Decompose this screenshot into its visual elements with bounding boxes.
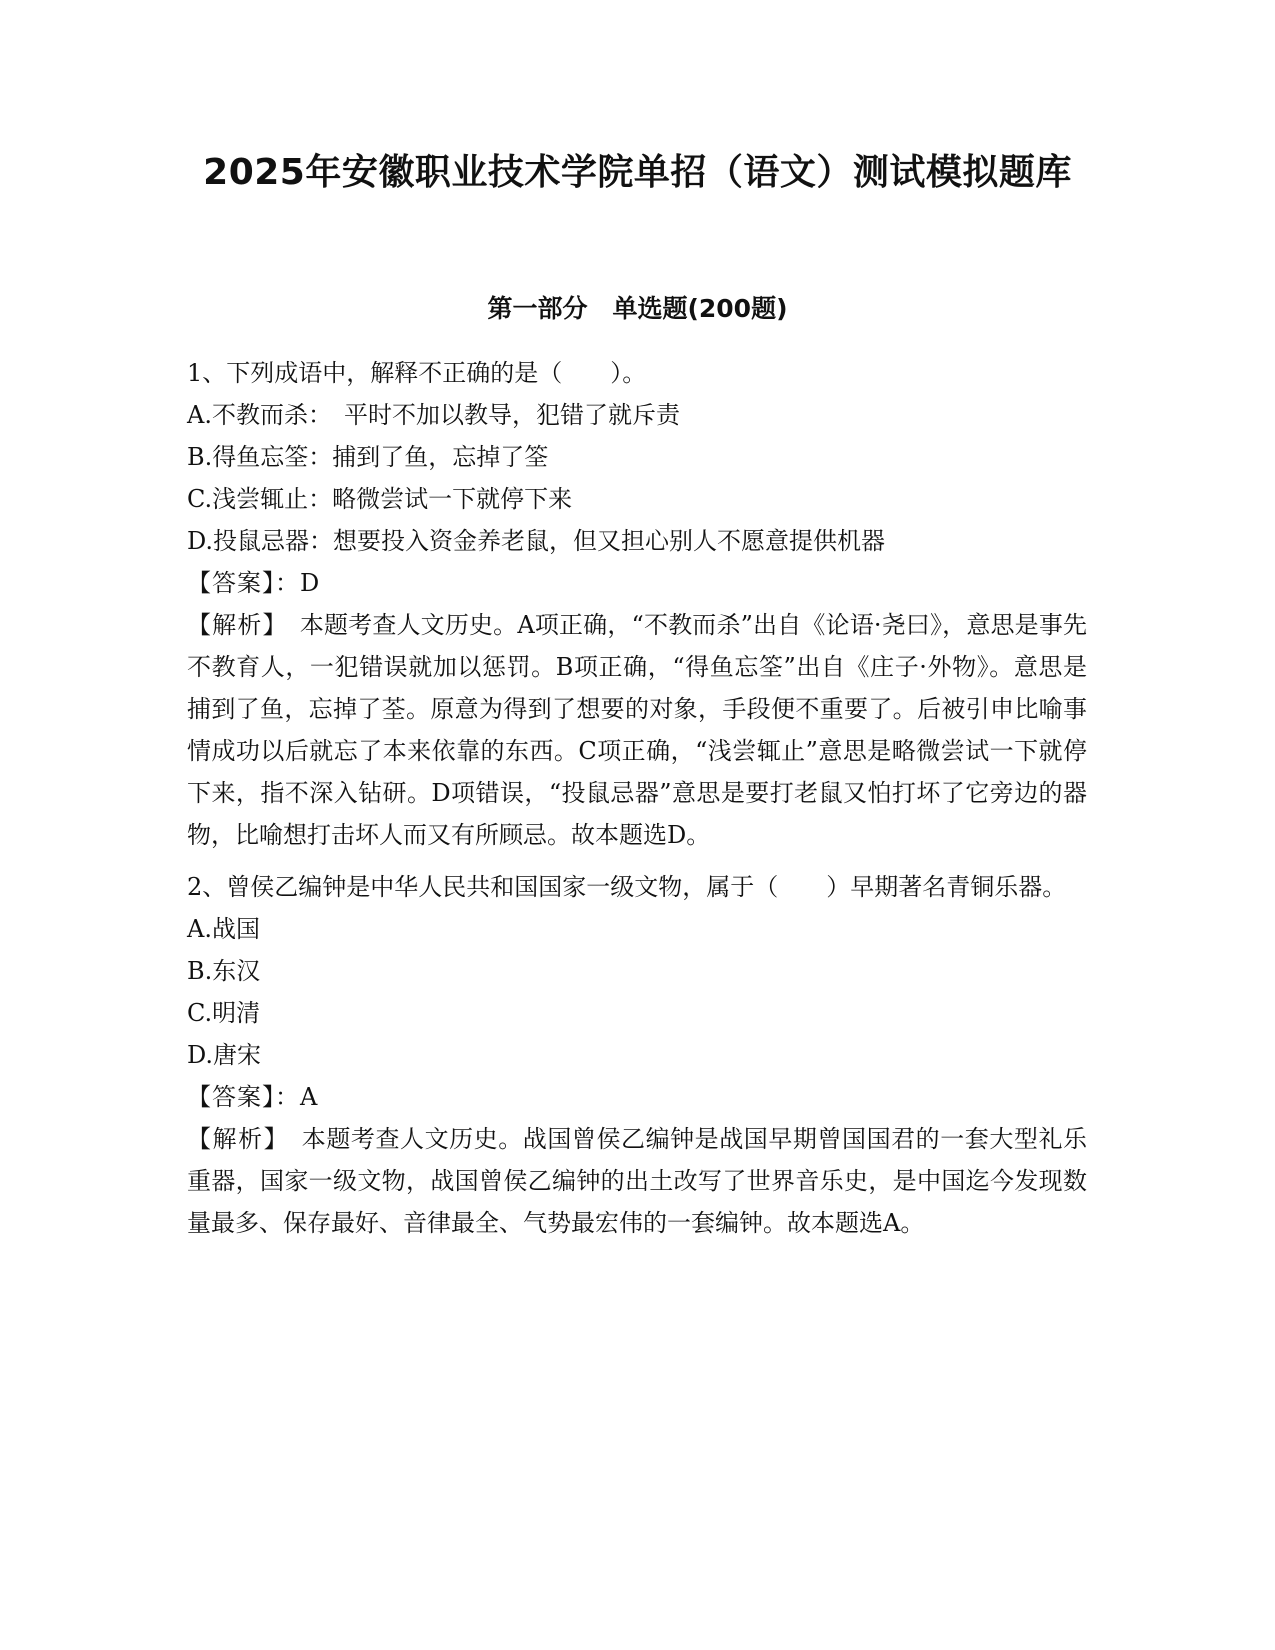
analysis-block [187, 604, 1087, 856]
option-a: A.不教而杀： 平时不加以教导，犯错了就斥责 [187, 401, 680, 429]
section-title: 第一部分 单选题(200题) [487, 294, 788, 323]
answer-line [187, 1076, 1087, 1118]
analysis-label: 【解析】 [187, 1125, 278, 1153]
option-b: B.东汉 [187, 957, 261, 985]
analysis-label: 【解析】 [187, 611, 276, 639]
question-stem: 2、曾侯乙编钟是中华人民共和国国家一级文物，属于（ ）早期著名青铜乐器。 [187, 873, 1067, 901]
analysis-text: 本题考查人文历史。A项正确，“不教而杀”出自《论语·尧曰》，意思是事先不教育人，一犯错误就加以惩罚。B项正确，“得鱼忘筌”出自《庄子·外物》。意思是捕到了鱼，忘掉了荃。原意为得到了想要的对象，手段便不重要了。后被引申比喻事情成功以后就忘了本来依靠的东西。C项正确，“浅尝辄止”意思是略微尝试一下就停下来，指不深入钻研。D项错误，“投鼠忌器”意思是要打老鼠又怕打坏了它旁边的器物，比喻想打击坏人而又有所顾忌。故本题选D。 [187, 611, 1088, 849]
option-d: D.唐宋 [187, 1041, 262, 1069]
option-c: C.浅尝辄止：略微尝试一下就停下来 [187, 485, 573, 513]
option-b: B.得鱼忘筌：捕到了鱼，忘掉了筌 [187, 443, 549, 471]
analysis-block [187, 1118, 1087, 1244]
answer-label: 【答案】： [187, 1083, 300, 1111]
option-a: A.战国 [187, 915, 260, 943]
question-item [187, 352, 1087, 856]
document-title: 2025年安徽职业技术学院单招（语文）测试模拟题库 [203, 152, 1072, 193]
answer-value: A [300, 1083, 318, 1111]
answer-label: 【答案】： [187, 569, 300, 597]
answer-value: D [300, 569, 320, 597]
answer-line [187, 562, 1087, 604]
analysis-text: 本题考查人文历史。战国曾侯乙编钟是战国早期曾国国君的一套大型礼乐重器，国家一级文物，战国曾侯乙编钟的出土改写了世界音乐史，是中国迄今发现数量最多、保存最好、音律最全、气势最宏伟的一套编钟。故本题选A。 [187, 1125, 1088, 1237]
option-c: C.明清 [187, 999, 261, 1027]
question-stem: 1、下列成语中，解释不正确的是（ ）。 [187, 359, 647, 387]
option-d: D.投鼠忌器：想要投入资金养老鼠，但又担心别人不愿意提供机器 [187, 527, 886, 555]
question-item [187, 866, 1087, 1244]
question-list [187, 352, 1087, 1254]
